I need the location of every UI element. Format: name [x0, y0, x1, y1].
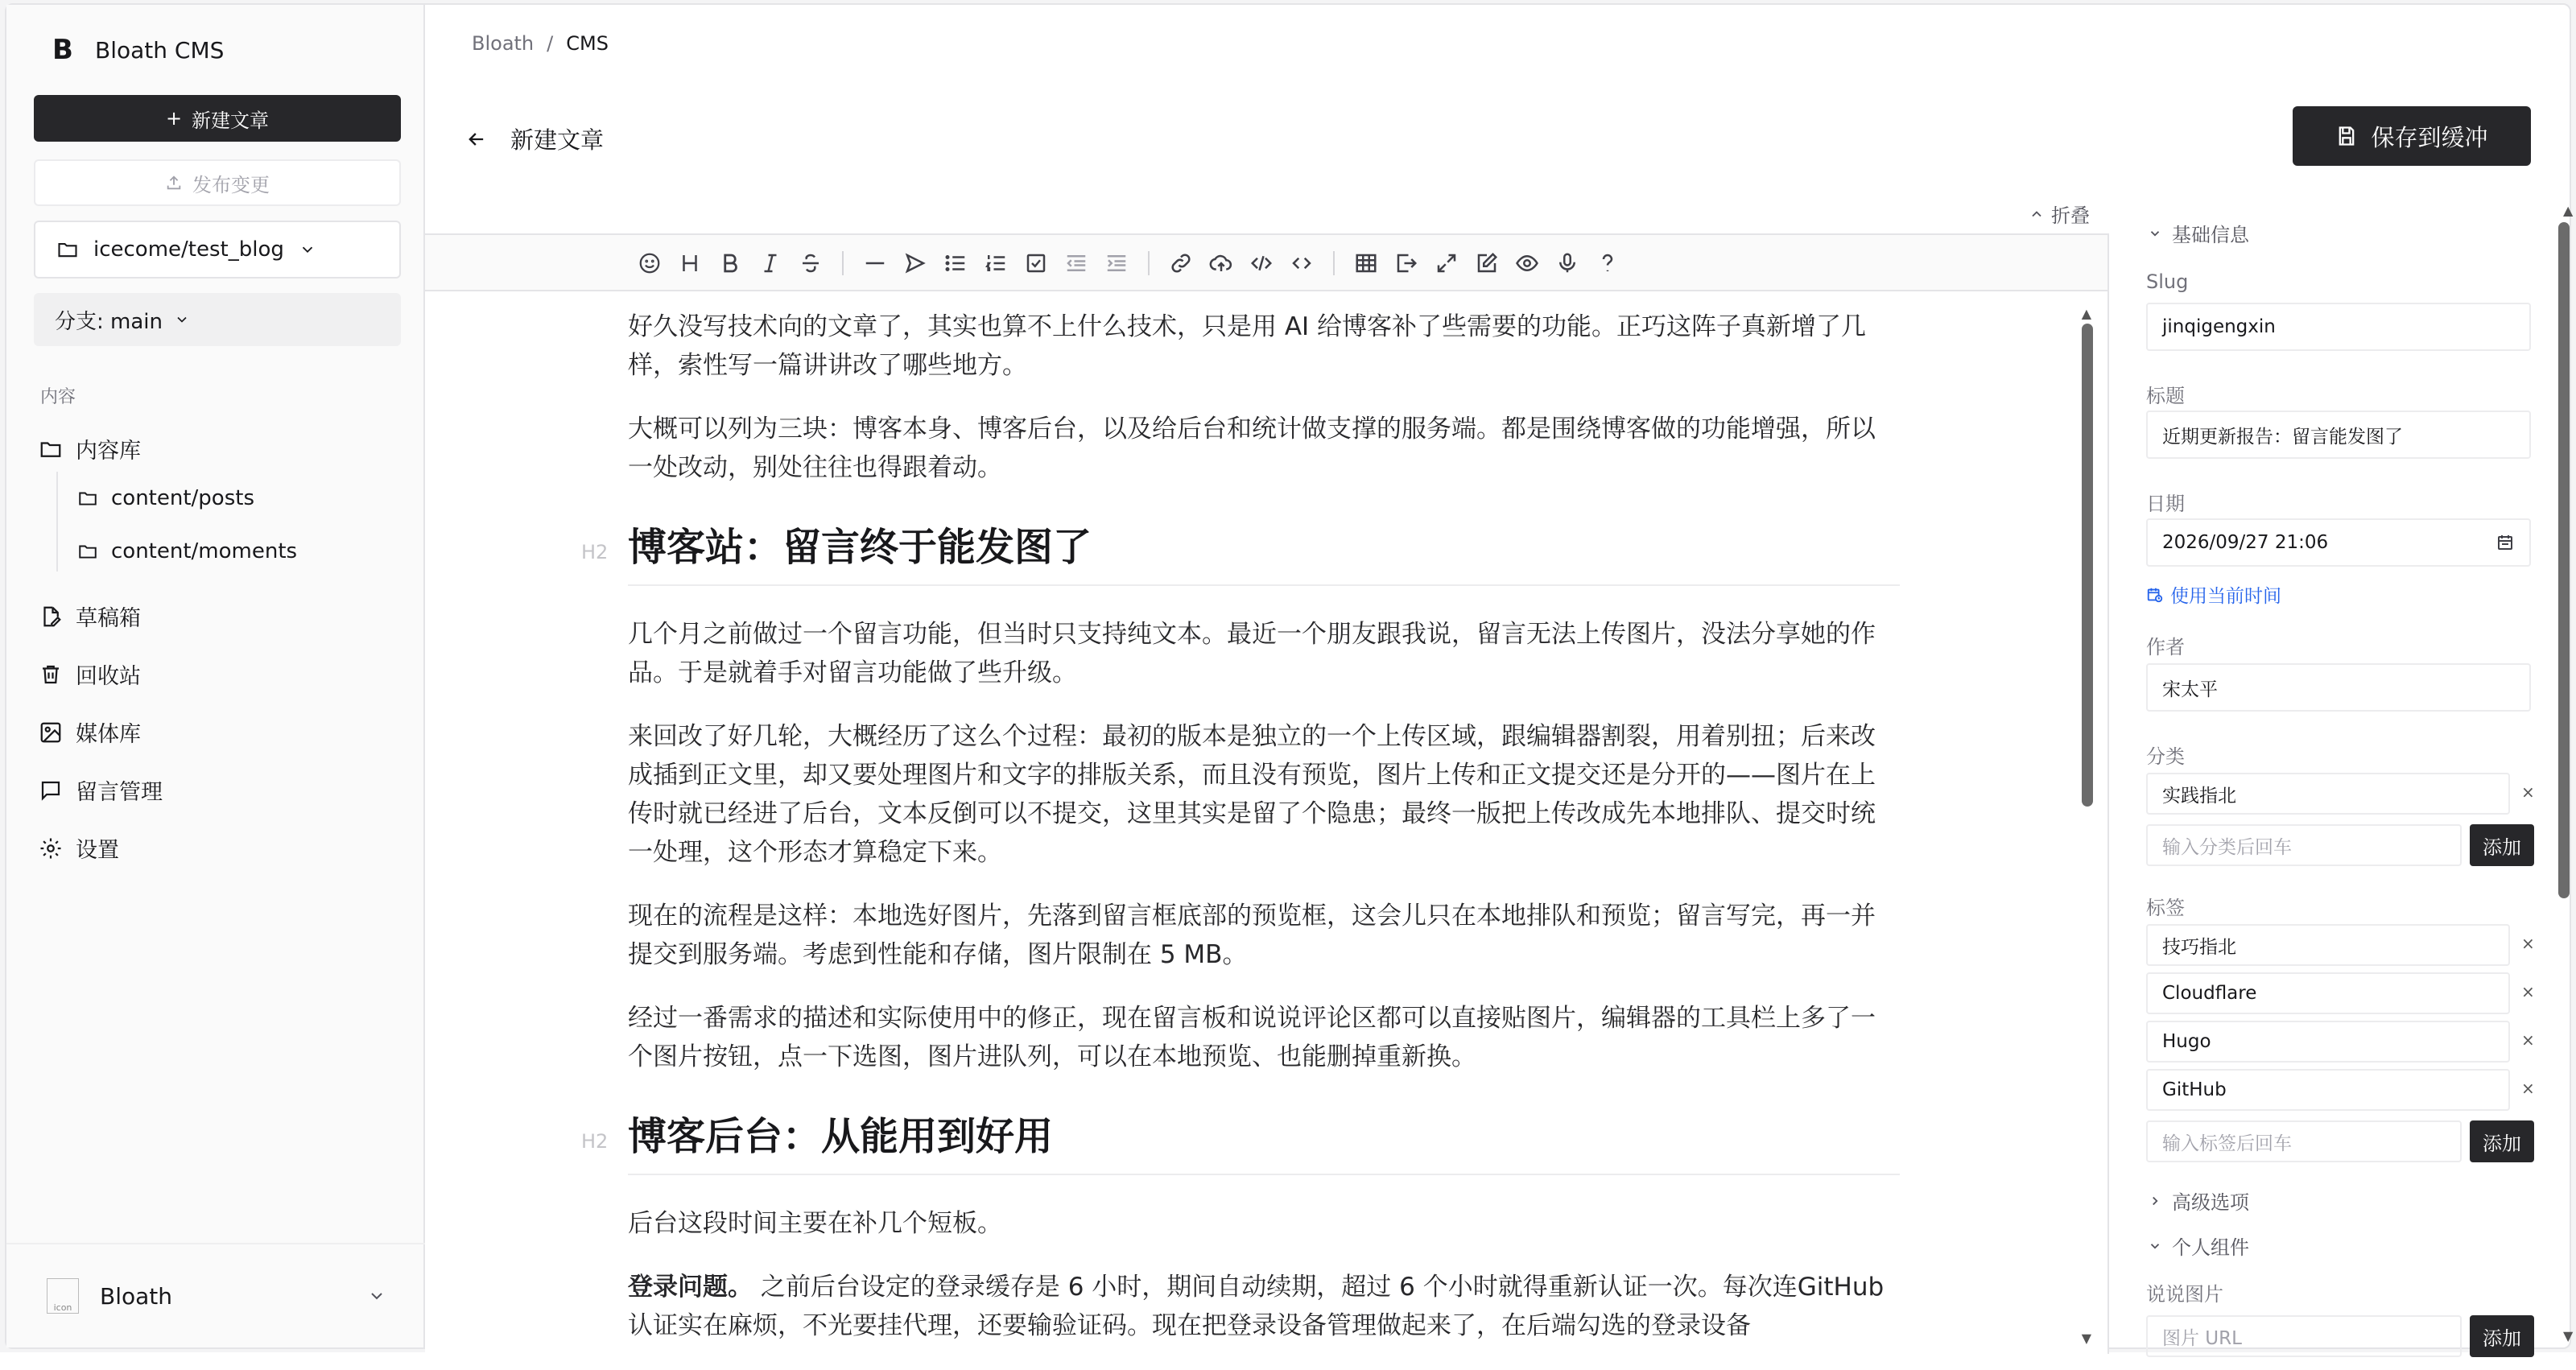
tag-chip[interactable]: 技巧指北: [2146, 924, 2510, 966]
gear-icon: [39, 836, 63, 860]
add-tag-button[interactable]: 添加: [2470, 1120, 2534, 1162]
italic-icon[interactable]: [750, 248, 791, 279]
fullscreen-icon[interactable]: [1426, 248, 1467, 279]
save-icon: [2335, 125, 2358, 147]
metadata-panel: [2120, 198, 2539, 1354]
tree-line: [56, 472, 58, 572]
help-icon[interactable]: [1587, 248, 1628, 279]
close-icon[interactable]: ×: [2521, 934, 2535, 953]
code-block-icon[interactable]: [1282, 248, 1322, 279]
panel-scroll-down-arrow[interactable]: ▼: [2563, 1328, 2574, 1343]
category-label: 分类: [2146, 745, 2185, 768]
publish-label: 发布变更: [192, 173, 270, 196]
repo-selector[interactable]: [34, 221, 401, 279]
heading-icon[interactable]: [670, 248, 710, 279]
chevron-down-icon: [367, 1286, 386, 1306]
paragraph: 后台这段时间主要在补几个短板。: [628, 1209, 1002, 1238]
sidebar-item-trash[interactable]: [39, 658, 141, 690]
panel-scrollbar[interactable]: [2558, 222, 2570, 898]
h2-marker: H2: [581, 541, 609, 563]
page-header: [465, 122, 604, 155]
back-arrow-icon[interactable]: [465, 128, 488, 151]
sidebar-item-media[interactable]: [39, 716, 141, 748]
upload-cloud-icon[interactable]: [1201, 248, 1241, 279]
section-label: 个人组件: [2172, 1236, 2249, 1259]
scroll-down-arrow[interactable]: ▼: [2081, 1331, 2091, 1346]
calendar-clock-icon: [2146, 586, 2164, 604]
tag-chip[interactable]: Hugo: [2146, 1021, 2510, 1063]
breadcrumb-root[interactable]: Bloath: [472, 32, 535, 55]
category-input[interactable]: 输入分类后回车: [2146, 824, 2462, 866]
close-icon[interactable]: ×: [2521, 1079, 2535, 1098]
close-icon[interactable]: ×: [2521, 1030, 2535, 1050]
message-icon: [39, 778, 63, 803]
bold-icon[interactable]: [710, 248, 750, 279]
branch-selector[interactable]: [34, 293, 401, 346]
save-label: 保存到缓冲: [2371, 123, 2488, 151]
horizontal-rule-icon[interactable]: [855, 248, 895, 279]
bold-text: 登录问题。: [628, 1273, 753, 1302]
chevron-down-icon: [2148, 1239, 2162, 1253]
paragraph: [628, 1268, 1900, 1345]
chevron-up-icon: [2029, 206, 2045, 222]
trash-icon: [39, 662, 63, 687]
heading-text: 博客站：留言终于能发图了: [628, 525, 1092, 570]
collapse-label: 折叠: [2051, 204, 2090, 227]
preview-eye-icon[interactable]: [1507, 248, 1547, 279]
section-label: 基础信息: [2172, 224, 2249, 246]
sidebar-item-label: 媒体库: [76, 722, 141, 747]
tags-label: 标签: [2146, 897, 2185, 919]
section-label: 高级选项: [2172, 1191, 2249, 1214]
paragraph: 来回改了好几轮，大概经历了这么个过程：最初的版本是独立的一个上传区域，跟编辑器割裂，用着别扭；后来改成插到正文里，却又要处理图片和文字的排版关系，而且没有预览，图片上传和正文提交还是分开的——图片在上传时就已经进了后台，文本反倒可以不提交，这里其实是留了个隐患；最终一版把上传改成先本地排队、提交时统一处理，这个形态才算稳定下来。: [628, 722, 1876, 867]
upload-icon: [165, 174, 183, 192]
date-value: 2026/09/27 21:06: [2162, 532, 2329, 553]
use-current-time-label: 使用当前时间: [2170, 586, 2281, 607]
section-advanced[interactable]: [2148, 1186, 2249, 1215]
sidebar-item-label: 留言管理: [76, 780, 163, 805]
chevron-down-icon: [299, 241, 316, 258]
brand[interactable]: [47, 34, 224, 66]
sidebar-item-comments[interactable]: [39, 774, 163, 806]
chevron-down-icon: [174, 312, 190, 328]
folder-icon: [56, 238, 79, 261]
insert-after-icon[interactable]: [1386, 248, 1426, 279]
shuo-image-label: 说说图片: [2146, 1283, 2223, 1306]
outdent-icon[interactable]: [1056, 248, 1096, 279]
paragraph: 现在的流程是这样：本地选好图片，先落到留言框底部的预览框，这会儿只在本地排队和预览；留言写完，再一并提交到服务端。考虑到性能和存储，图片限制在 5 MB。: [628, 902, 1876, 969]
paragraph: 几个月之前做过一个留言功能，但当时只支持纯文本。最近一个朋友跟我说，留言无法上传图片，没法分享她的作品。于是就着手对留言功能做了些升级。: [628, 620, 1876, 687]
paragraph: 好久没写技术向的文章了，其实也算不上什么技术，只是用 AI 给博客补了些需要的功能。正巧这阵子真新增了几样，索性写一篇讲讲改了哪些地方。: [628, 312, 1867, 380]
title-label: 标题: [2146, 385, 2185, 407]
close-icon[interactable]: ×: [2521, 782, 2535, 802]
user-menu[interactable]: [6, 1243, 425, 1347]
sidebar-item-label: content/posts: [111, 486, 255, 510]
checklist-icon[interactable]: [1016, 248, 1056, 279]
sidebar-item-moments[interactable]: [77, 539, 297, 563]
image-url-input[interactable]: 图片 URL: [2146, 1315, 2462, 1357]
ordered-list-icon[interactable]: [976, 248, 1016, 279]
toolbar-divider: [842, 251, 844, 275]
save-button[interactable]: [2293, 106, 2531, 166]
file-edit-icon: [39, 605, 63, 629]
strikethrough-icon[interactable]: [791, 248, 831, 279]
sidebar-item-library[interactable]: [39, 433, 141, 464]
folder-icon: [77, 488, 98, 509]
toolbar-divider: [1148, 251, 1150, 275]
folder-icon: [39, 437, 63, 461]
folder-icon: [77, 541, 98, 562]
date-field[interactable]: [2146, 518, 2531, 567]
bullet-list-icon[interactable]: [935, 248, 976, 279]
chevron-right-icon: [2148, 1194, 2162, 1208]
emoji-icon[interactable]: [630, 248, 670, 279]
collapse-toggle[interactable]: [2029, 200, 2090, 228]
repo-name: icecome/test_blog: [93, 237, 284, 262]
title-field[interactable]: 近期更新报告：留言能发图了: [2146, 411, 2531, 459]
user-name: Bloath: [100, 1282, 173, 1310]
table-icon[interactable]: [1346, 248, 1386, 279]
tag-chip[interactable]: Cloudflare: [2146, 972, 2510, 1014]
avatar: icon: [47, 1278, 79, 1314]
breadcrumb: [472, 32, 609, 55]
new-post-label: 新建文章: [192, 109, 270, 132]
calendar-icon[interactable]: [2496, 533, 2515, 552]
microphone-icon[interactable]: [1547, 248, 1587, 279]
paragraph: 经过一番需求的描述和实际使用中的修正，现在留言板和说说评论区都可以直接贴图片，编辑器的工具栏上多了一个图片按钮，点一下选图，图片进队列，可以在本地预览、也能删掉重新换。: [628, 1004, 1876, 1071]
panel-scroll-up-arrow[interactable]: ▲: [2563, 203, 2574, 218]
sidebar-item-label: 草稿箱: [76, 606, 141, 631]
section-personal[interactable]: [2148, 1232, 2249, 1260]
code-inline-icon[interactable]: [1241, 248, 1282, 279]
heading-2: [581, 1101, 1900, 1175]
author-field[interactable]: 宋太平: [2146, 663, 2531, 712]
page-title: 新建文章: [510, 126, 605, 154]
paragraph: 大概可以列为三块：博客本身、博客后台，以及给后台和统计做支撑的服务端。都是围绕博客做的功能增强，所以一处改动，别处往往也得跟着动。: [628, 415, 1876, 482]
sidebar-item-drafts[interactable]: [39, 600, 141, 632]
sidebar-item-label: 回收站: [76, 664, 141, 689]
scroll-up-arrow[interactable]: ▲: [2081, 306, 2091, 321]
app-window: [5, 3, 2574, 1350]
branch-label: 分支: main: [55, 309, 163, 334]
add-image-button[interactable]: 添加: [2470, 1315, 2534, 1357]
heading-2: [581, 512, 1900, 586]
brand-name: Bloath CMS: [95, 36, 225, 64]
sidebar-item-posts[interactable]: [77, 486, 254, 510]
sidebar-item-label: content/moments: [111, 539, 298, 563]
sidebar-item-label: 设置: [76, 838, 119, 863]
quote-icon[interactable]: [895, 248, 935, 279]
slug-field[interactable]: jinqigengxin: [2146, 303, 2531, 351]
indent-icon[interactable]: [1096, 248, 1137, 279]
close-icon[interactable]: ×: [2521, 982, 2535, 1001]
editor-scrollbar[interactable]: [2082, 324, 2093, 807]
new-post-button[interactable]: [34, 95, 401, 142]
section-label-content: 内容: [40, 387, 76, 407]
sidebar-item-label: 内容库: [76, 439, 141, 464]
brand-logo: B: [52, 34, 73, 66]
publish-button[interactable]: [34, 159, 401, 206]
link-icon[interactable]: [1161, 248, 1201, 279]
image-icon: [39, 720, 63, 745]
edit-icon[interactable]: [1467, 248, 1507, 279]
editor-content[interactable]: [581, 307, 1900, 1370]
tag-input[interactable]: 输入标签后回车: [2146, 1120, 2462, 1162]
toolbar-divider: [1333, 251, 1335, 275]
breadcrumb-separator: /: [547, 32, 554, 55]
section-basic-info[interactable]: [2148, 219, 2249, 247]
tag-chip[interactable]: GitHub: [2146, 1069, 2510, 1111]
author-label: 作者: [2146, 636, 2185, 658]
markdown-editor: [425, 233, 2109, 1354]
breadcrumb-current: CMS: [566, 32, 609, 55]
heading-text: 博客后台：从能用到好用: [628, 1114, 1054, 1159]
plus-icon: +: [165, 107, 183, 130]
sidebar: [6, 5, 425, 1347]
category-chip[interactable]: 实践指北: [2146, 773, 2510, 815]
date-label: 日期: [2146, 493, 2185, 515]
add-category-button[interactable]: 添加: [2470, 824, 2534, 866]
paragraph-text: 之前后台设定的登录缓存是 6 小时，期间自动续期，超过 6 个小时就得重新认证一次。每次连GitHub 认证实在麻烦，不光要挂代理，还要输验证码。现在把登录设备管理做起来了，在后端勾选的登录设备: [628, 1273, 1885, 1340]
editor-toolbar: [425, 235, 2107, 291]
chevron-down-icon: [2148, 226, 2162, 241]
sidebar-item-settings[interactable]: [39, 832, 119, 864]
h2-marker: H2: [581, 1130, 609, 1153]
slug-label: Slug: [2146, 270, 2189, 293]
use-current-time-link[interactable]: [2146, 581, 2281, 608]
